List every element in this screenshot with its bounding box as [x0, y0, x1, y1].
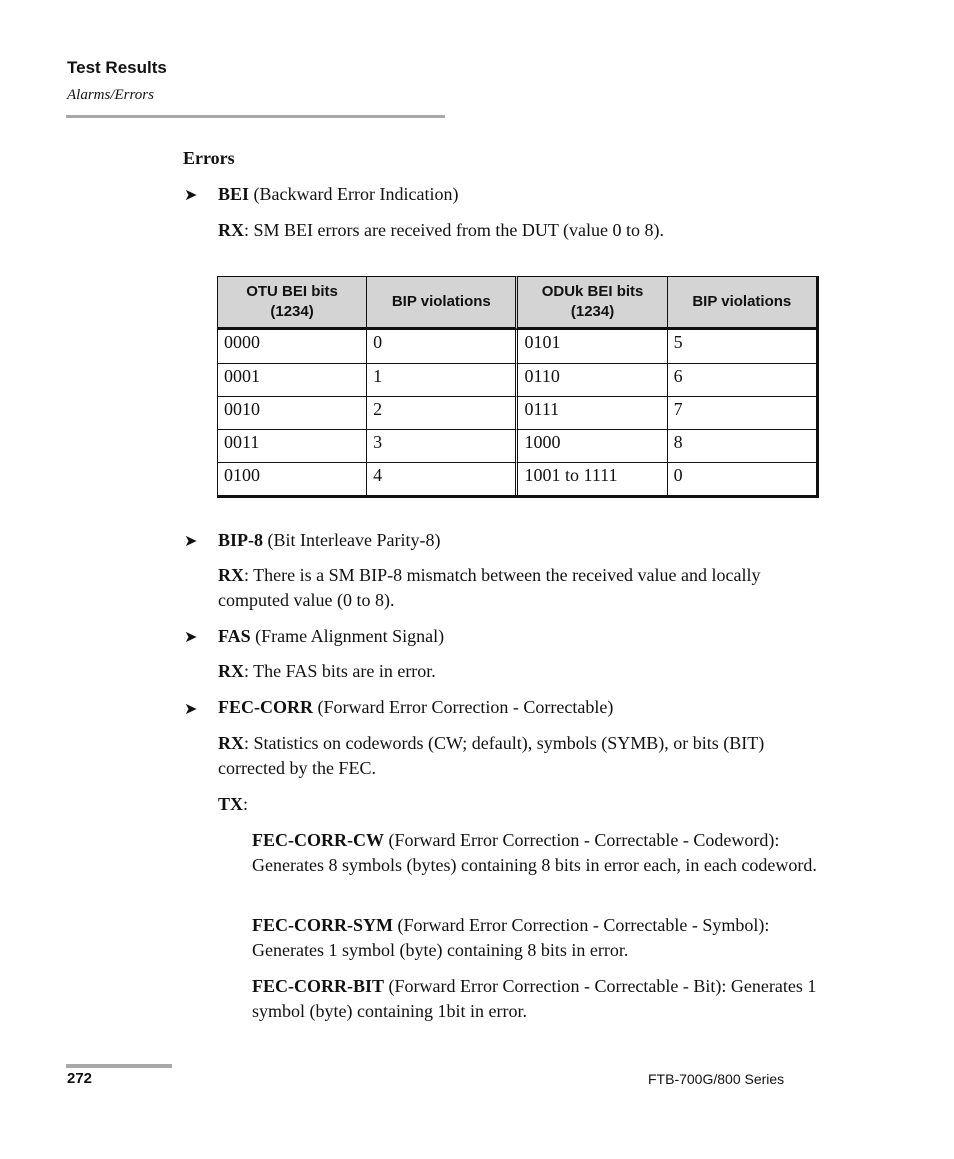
table-cell: 0110 — [515, 363, 666, 396]
feccorr-cw-text: (Forward Error Correction - Correctable - Codeword): Generates 8 symbols (bytes) containing 8 bits in error each, in each codeword. — [252, 830, 817, 875]
table-row — [217, 363, 816, 396]
feccorr-sym-text: (Forward Error Correction - Correctable - Symbol): Generates 1 symbol (byte) containing 8 bits in error. — [252, 915, 770, 960]
bei-desc: (Backward Error Indication) — [249, 184, 459, 204]
fas-desc: (Frame Alignment Signal) — [250, 626, 445, 646]
fas-rx-text: : The FAS bits are in error. — [244, 661, 436, 681]
table-cell: 6 — [667, 363, 816, 396]
feccorr-bit-text: (Forward Error Correction - Correctable - Bit): Generates 1 symbol (byte) containing 1bit in error. — [252, 976, 817, 1021]
footer-divider — [66, 1064, 172, 1068]
table-header-cell: BIP violations — [366, 276, 515, 330]
bei-table — [217, 276, 819, 498]
bip8-desc: (Bit Interleave Parity-8) — [263, 530, 441, 550]
table-header-cell: OTU BEI bits (1234) — [217, 276, 366, 330]
table-header-cell: ODUk BEI bits (1234) — [515, 276, 666, 330]
table-row — [217, 396, 816, 429]
feccorr-cw — [252, 828, 822, 878]
bip8-term: BIP-8 — [218, 530, 263, 550]
feccorr-tx — [218, 792, 818, 817]
feccorr-rx-label: RX — [218, 733, 244, 753]
feccorr-tx-label: TX — [218, 794, 244, 814]
table-row — [217, 462, 816, 495]
bei-term: BEI — [218, 184, 250, 204]
table-cell: 5 — [667, 330, 816, 363]
table-cell: 0100 — [217, 462, 366, 495]
bei-item — [218, 182, 818, 207]
product-series: FTB-700G/800 Series — [648, 1071, 785, 1087]
table-cell: 0 — [667, 462, 816, 495]
table-cell: 8 — [667, 429, 816, 462]
bei-rx-text: : SM BEI errors are received from the DUT (value 0 to 8). — [244, 220, 665, 240]
table-cell: 0010 — [217, 396, 366, 429]
feccorr-sym — [252, 913, 822, 963]
page-number: 272 — [67, 1070, 93, 1087]
table-header-row — [217, 276, 816, 330]
table-cell: 0001 — [217, 363, 366, 396]
table-cell: 4 — [366, 462, 515, 495]
bip8-item — [218, 528, 818, 553]
table-cell: 7 — [667, 396, 816, 429]
section-title: Errors — [183, 148, 235, 168]
bullet-arrow-icon: ➤ — [184, 533, 198, 550]
feccorr-rx-text: : Statistics on codewords (CW; default), symbols (SYMB), or bits (BIT) corrected by the FEC. — [218, 733, 765, 778]
feccorr-bit-term: FEC-CORR-BIT — [252, 976, 385, 996]
bip8-rx-text: : There is a SM BIP-8 mismatch between the received value and locally computed value (0 to 8). — [218, 565, 761, 610]
table-cell: 0101 — [515, 330, 666, 363]
table-cell: 0 — [366, 330, 515, 363]
fas-item — [218, 624, 818, 649]
bei-rx — [218, 218, 818, 243]
table-cell: 1 — [366, 363, 515, 396]
feccorr-tx-colon: : — [243, 794, 249, 814]
table-header-cell: BIP violations — [667, 276, 816, 330]
feccorr-item — [218, 695, 818, 720]
table-cell: 0000 — [217, 330, 366, 363]
page-header-subtitle: Alarms/Errors — [67, 87, 154, 103]
bullet-arrow-icon: ➤ — [184, 629, 198, 646]
table-cell: 0011 — [217, 429, 366, 462]
bip8-rx-label: RX — [218, 565, 244, 585]
table-cell: 3 — [366, 429, 515, 462]
feccorr-desc: (Forward Error Correction - Correctable) — [313, 697, 614, 717]
feccorr-sym-term: FEC-CORR-SYM — [252, 915, 393, 935]
bip8-rx — [218, 563, 818, 613]
fas-rx — [218, 659, 818, 684]
feccorr-bit — [252, 974, 822, 1024]
table-cell: 2 — [366, 396, 515, 429]
header-divider — [66, 115, 445, 118]
feccorr-cw-term: FEC-CORR-CW — [252, 830, 384, 850]
page-header-title: Test Results — [67, 58, 167, 77]
table-cell: 1000 — [515, 429, 666, 462]
feccorr-rx — [218, 731, 818, 781]
bullet-arrow-icon: ➤ — [184, 187, 198, 204]
table-row — [217, 330, 816, 363]
bei-rx-label: RX — [218, 220, 244, 240]
feccorr-term: FEC-CORR — [218, 697, 313, 717]
fas-term: FAS — [218, 626, 251, 646]
table-row — [217, 429, 816, 462]
bullet-arrow-icon: ➤ — [184, 701, 198, 718]
fas-rx-label: RX — [218, 661, 244, 681]
table-cell: 0111 — [515, 396, 666, 429]
table-cell: 1001 to 1111 — [515, 462, 666, 495]
